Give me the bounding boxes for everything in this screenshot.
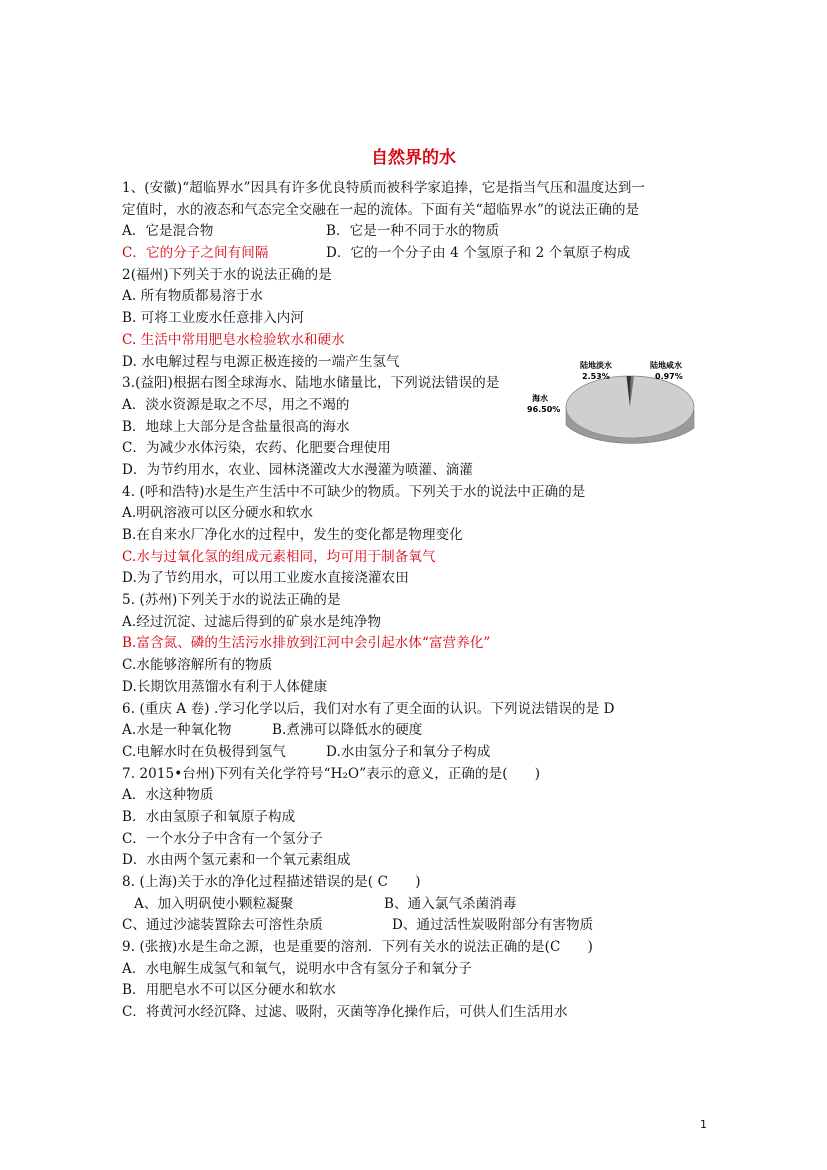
q1-options-row1 xyxy=(122,221,712,243)
q6-option-d: D.水由氢分子和氧分子构成 xyxy=(326,743,491,760)
q6-stem: 6. (重庆 A 卷) .学习化学以后，我们对水有了更全面的认识。下列说法错误的是 D xyxy=(122,700,615,717)
q4-option-c-answer: C.水与过氧化氢的组成元素相同，均可用于制备氧气 xyxy=(122,548,436,565)
q3-option-c: C．为减少水体污染，农药、化肥要合理使用 xyxy=(122,440,391,457)
q1-option-c-answer: C．它的分子之间有间隔 xyxy=(122,245,269,262)
q6-option-a: A.水是一种氧化物 xyxy=(122,722,232,739)
q2-option-b: B. 可将工业废水任意排入内河 xyxy=(122,310,305,327)
q5-option-d: D.长期饮用蒸馏水有利于人体健康 xyxy=(122,678,328,695)
pie-label-salt-water: 陆地咸水 xyxy=(650,361,682,370)
q7-option-c: C．一个水分子中含有一个氢分子 xyxy=(122,830,323,847)
q8-option-a: A、加入明矾使小颗粒凝聚 xyxy=(134,895,294,912)
q8-option-c: C、通过沙滤装置除去可溶性杂质 xyxy=(122,917,323,934)
q4-stem: 4. (呼和浩特)水是生产生活中不可缺少的物质。下列关于水的说法中正确的是 xyxy=(122,483,586,500)
q7-stem: 7. 2015•台州)下列有关化学符号“H₂O”表示的意义，正确的是( ) xyxy=(122,765,541,782)
q1-stem-line2: 定值时，水的液态和气态完全交融在一起的流体。下面有关“超临界水”的说法正确的是 xyxy=(122,201,640,218)
q1-option-b: B．它是一种不同于水的物质 xyxy=(326,223,500,240)
q7-option-b: B．水由氢原子和氧原子构成 xyxy=(122,808,296,825)
page-number: 1 xyxy=(700,1118,707,1131)
q4-option-d: D.为了节约用水，可以用工业废水直接浇灌农田 xyxy=(122,570,409,587)
q4-option-b: B.在自来水厂净化水的过程中，发生的变化都是物理变化 xyxy=(122,527,463,543)
q9-option-a: A．水电解生成氢气和氧气，说明水中含有氢分子和氧分子 xyxy=(122,960,472,977)
q1-option-a: A．它是混合物 xyxy=(122,223,214,240)
q9-option-b: B．用肥皂水不可以区分硬水和软水 xyxy=(122,982,337,999)
pie-label-fresh-water: 陆地淡水 xyxy=(580,361,612,370)
pie-value-seawater: 96.50% xyxy=(527,405,561,414)
q5-option-a: A.经过沉淀、过滤后得到的矿泉水是纯净物 xyxy=(122,613,382,630)
q5-stem: 5. (苏州)下列关于水的说法正确的是 xyxy=(122,592,341,609)
pie-value-salt-water: 0.97% xyxy=(655,372,683,381)
q3-option-a: A．淡水资源是取之不尽，用之不竭的 xyxy=(122,396,350,413)
q1-option-d: D．它的一个分子由 4 个氢原子和 2 个氧原子构成 xyxy=(326,245,631,262)
q8-option-d: D、通过活性炭吸附部分有害物质 xyxy=(392,917,594,934)
question-list xyxy=(122,178,712,1024)
q8-stem: 8. (上海)关于水的净化过程描述错误的是( C ) xyxy=(122,874,421,890)
q1-options-row2 xyxy=(122,243,712,265)
q1-stem-line1: 1、(安徽)“超临界水”因具有许多优良特质而被科学家追捧，它是指当气压和温度达到一 xyxy=(122,180,646,196)
q8-options-row1 xyxy=(122,894,712,916)
q6-option-c: C.电解水时在负极得到氢气 xyxy=(122,743,286,760)
q2-option-c-answer: C. 生活中常用肥皂水检验软水和硬水 xyxy=(122,331,345,348)
page-title: 自然界的水 xyxy=(371,148,456,168)
q9-stem: 9. (张掖)水是生命之源，也是重要的溶剂．下列有关水的说法正确的是(C ) xyxy=(122,939,593,956)
q2-stem: 2(福州)下列关于水的说法正确的是 xyxy=(122,266,332,283)
q8-option-b: B、通入氯气杀菌消毒 xyxy=(384,895,517,912)
q2-option-a: A. 所有物质都易溶于水 xyxy=(122,288,264,305)
q7-option-d: D．水由两个氢元素和一个氧元素组成 xyxy=(122,852,351,869)
q6-options-row2 xyxy=(122,742,712,764)
q2-option-d: D. 水电解过程与电源正极连接的一端产生氢气 xyxy=(122,353,400,370)
q3-option-d: D．为节约用水，农业、园林浇灌改大水漫灌为喷灌、滴灌 xyxy=(122,461,473,478)
pie-label-seawater: 海水 xyxy=(532,394,548,403)
q7-option-a: A．水这种物质 xyxy=(122,787,214,804)
q4-option-a: A.明矾溶液可以区分硬水和软水 xyxy=(122,505,314,522)
q6-options-row1 xyxy=(122,720,712,742)
q5-option-c: C.水能够溶解所有的物质 xyxy=(122,657,273,674)
q8-options-row2 xyxy=(122,915,712,937)
q3-stem: 3.(益阳)根据右图全球海水、陆地水储量比，下列说法错误的是 xyxy=(122,375,500,392)
pie-value-fresh-water: 2.53% xyxy=(582,372,610,381)
q6-option-b: B.煮沸可以降低水的硬度 xyxy=(272,722,423,739)
q9-option-c: C．将黄河水经沉降、过滤、吸附，灭菌等净化操作后，可供人们生活用水 xyxy=(122,1004,568,1021)
water-reserve-pie-chart xyxy=(522,352,702,462)
q3-option-b: B．地球上大部分是含盐量很高的海水 xyxy=(122,418,350,435)
q5-option-b-answer: B.富含氮、磷的生活污水排放到江河中会引起水体“富营养化” xyxy=(122,635,491,652)
